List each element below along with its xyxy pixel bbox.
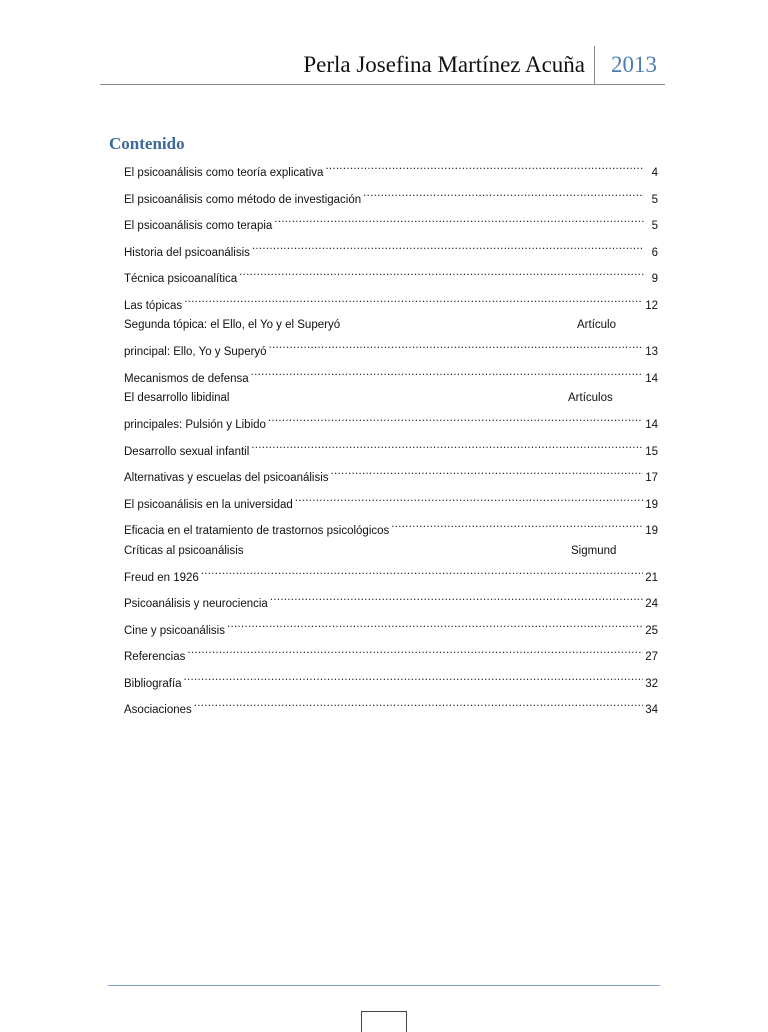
toc-entry-text: El psicoanálisis en la universidad [124, 498, 293, 511]
dot-leader [201, 561, 643, 581]
toc-entry-text: Referencias [124, 651, 186, 663]
footer-rule [108, 985, 660, 986]
toc-entry-page: 5 [651, 193, 658, 206]
toc-entry[interactable] [124, 315, 658, 358]
toc-entry[interactable] [124, 236, 658, 259]
dot-leader [270, 587, 643, 607]
dot-leader [295, 488, 643, 508]
header-author: Perla Josefina Martínez Acuña [303, 52, 585, 77]
dot-leader [251, 362, 644, 382]
toc-entry-page: 12 [645, 299, 658, 312]
dot-leader [274, 209, 644, 229]
toc-entry-text: Eficacia en el tratamiento de trastornos psicológicos [124, 525, 390, 537]
toc-entry[interactable] [124, 488, 658, 511]
toc-entry-page: 27 [645, 651, 658, 663]
toc-entry-text: principal: Ello, Yo y Superyó [124, 346, 267, 358]
toc-entry[interactable] [124, 587, 658, 610]
dot-leader [363, 183, 644, 203]
dot-leader [268, 408, 643, 428]
dot-leader [331, 461, 644, 481]
toc-entry-page: 32 [645, 677, 658, 690]
page-number-box [361, 1011, 407, 1032]
toc-entry-text-top: Críticas al psicoanálisis [124, 544, 244, 557]
toc-entry[interactable] [124, 156, 658, 179]
dot-leader [239, 262, 644, 282]
toc-entry[interactable] [124, 461, 658, 484]
toc-entry-page: 17 [645, 472, 658, 484]
toc-entry[interactable] [124, 262, 658, 285]
toc-entry-text: principales: Pulsión y Libido [124, 419, 266, 431]
toc-entry-text-top-right: Sigmund [571, 544, 617, 557]
toc-title: Contenido [109, 134, 185, 153]
toc-entry-page: 9 [651, 273, 658, 285]
toc-entry-page: 4 [651, 167, 658, 179]
toc-entry-page: 14 [645, 419, 658, 431]
dot-leader [251, 435, 643, 455]
toc-entry[interactable] [124, 435, 658, 458]
toc-entry-page: 14 [645, 372, 658, 385]
dot-leader [252, 236, 644, 256]
toc-entry-text: Historia del psicoanálisis [124, 246, 250, 259]
toc-entry[interactable] [124, 289, 658, 312]
toc-entry-text: El psicoanálisis como método de investigación [124, 193, 362, 206]
toc-entry-text-top-right: Artículos [568, 392, 613, 404]
toc-entry-text: Cine y psicoanálisis [124, 624, 225, 637]
toc-entry[interactable] [124, 667, 658, 690]
toc-entry-page: 21 [645, 571, 658, 584]
dot-leader [184, 667, 644, 687]
toc-entry-text-top-right: Artículo [577, 319, 616, 331]
dot-leader [325, 156, 644, 176]
toc-entry-page: 19 [645, 525, 658, 537]
toc-entry-text: Alternativas y escuelas del psicoanálisis [124, 472, 329, 484]
toc-entry-page: 34 [645, 704, 658, 716]
header-divider [594, 46, 595, 84]
dot-leader [187, 640, 643, 660]
toc-entry[interactable] [124, 362, 658, 385]
table-of-contents [124, 156, 658, 716]
toc-entry-text: Psicoanálisis y neurociencia [124, 598, 268, 610]
toc-entry-text: Desarrollo sexual infantil [124, 445, 250, 458]
toc-entry-page: 15 [645, 445, 658, 458]
toc-entry[interactable] [124, 614, 658, 637]
toc-entry-page: 24 [645, 598, 658, 610]
toc-entry[interactable] [124, 541, 658, 584]
toc-entry-text: El psicoanálisis como teoría explicativa [124, 167, 324, 179]
toc-entry-page: 13 [645, 346, 658, 358]
toc-entry-page: 6 [651, 246, 658, 259]
toc-entry[interactable] [124, 183, 658, 206]
toc-entry-text-top: Segunda tópica: el Ello, el Yo y el Superyó [124, 319, 341, 331]
dot-leader [227, 614, 643, 634]
toc-entry-page: 19 [645, 498, 658, 511]
toc-entry-page: 5 [651, 220, 658, 232]
dot-leader [391, 514, 643, 534]
toc-entry-text: Técnica psicoanalítica [124, 273, 238, 285]
toc-entry-text-top: El desarrollo libidinal [124, 392, 230, 404]
toc-entry-text: Mecanismos de defensa [124, 372, 249, 385]
page-header [100, 40, 665, 85]
toc-entry-text: Asociaciones [124, 704, 192, 716]
dot-leader [269, 335, 644, 355]
toc-entry-text: Bibliografía [124, 677, 182, 690]
toc-entry[interactable] [124, 209, 658, 232]
toc-entry-text: Freud en 1926 [124, 571, 199, 584]
header-year: 2013 [611, 52, 657, 77]
dot-leader [194, 693, 643, 713]
toc-entry-text: El psicoanálisis como terapia [124, 220, 273, 232]
toc-entry[interactable] [124, 640, 658, 663]
toc-entry-text: Las tópicas [124, 299, 183, 312]
toc-entry[interactable] [124, 514, 658, 537]
toc-entry[interactable] [124, 693, 658, 716]
toc-entry-page: 25 [645, 624, 658, 637]
toc-entry[interactable] [124, 388, 658, 431]
dot-leader [184, 289, 643, 309]
